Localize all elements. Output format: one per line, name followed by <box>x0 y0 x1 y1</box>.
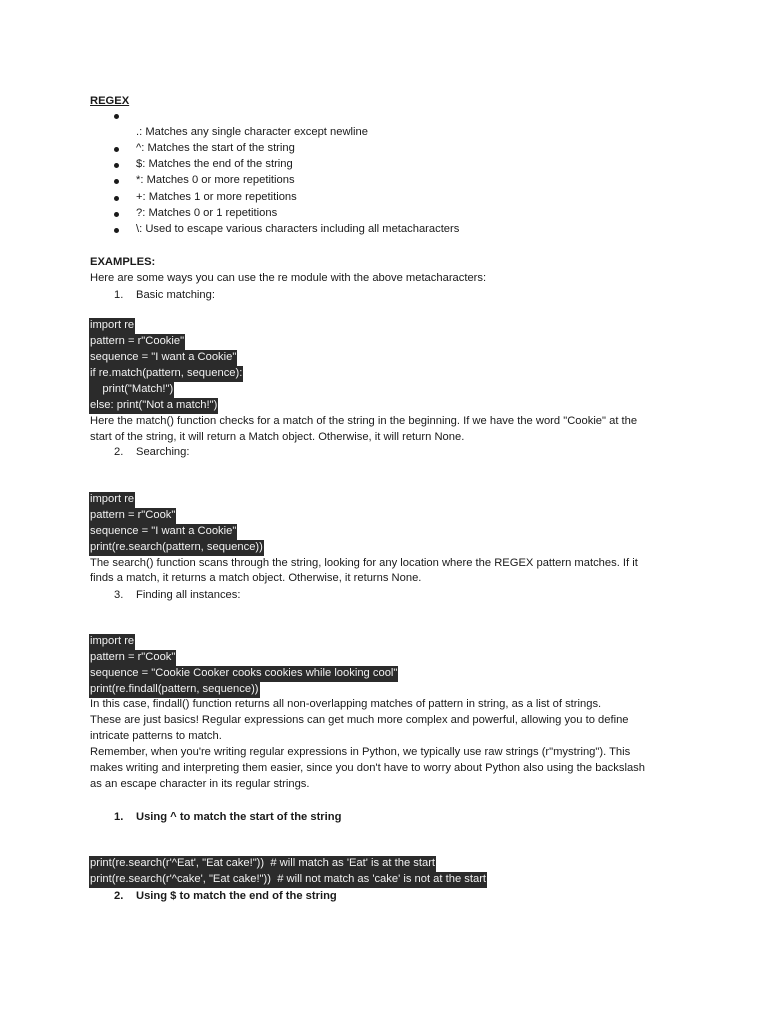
code-line: print("Match!") <box>89 382 174 398</box>
bullet-item: ^: Matches the start of the string <box>136 142 295 154</box>
examples-heading: EXAMPLES: <box>90 256 156 268</box>
code-line: pattern = r"Cook" <box>89 508 176 524</box>
code-line: pattern = r"Cook" <box>89 650 176 666</box>
explanation-text: makes writing and interpreting them easier, since you don't have to worry about Python also using the backslash <box>90 762 645 774</box>
bullet-item: $: Matches the end of the string <box>136 158 293 170</box>
bullet-dot <box>114 212 119 217</box>
bullet-item: \: Used to escape various characters including all metacharacters <box>136 223 460 235</box>
explanation-text: Here the match() function checks for a match of the string in the beginning. If we have the word "Cookie" at the <box>90 415 638 427</box>
section-number: 1. <box>114 811 124 823</box>
explanation-text: start of the string, it will return a Match object. Otherwise, it will return None. <box>90 431 465 443</box>
code-line: sequence = "Cookie Cooker cooks cookies while looking cool" <box>89 666 398 682</box>
code-line: if re.match(pattern, sequence): <box>89 366 243 382</box>
code-line: else: print("Not a match!") <box>89 398 218 414</box>
bullet-dot <box>114 114 119 119</box>
code-line: sequence = "I want a Cookie" <box>89 350 237 366</box>
section-number: 3. <box>114 589 124 601</box>
code-line: print(re.findall(pattern, sequence)) <box>89 682 260 698</box>
bullet-dot <box>114 163 119 168</box>
section-number: 2. <box>114 890 124 902</box>
section-label: Finding all instances: <box>136 589 241 601</box>
bullet-dot <box>114 179 119 184</box>
bullet-dot <box>114 147 119 152</box>
code-line: print(re.search(pattern, sequence)) <box>89 540 264 556</box>
code-line: sequence = "I want a Cookie" <box>89 524 237 540</box>
code-line: import re <box>89 492 135 508</box>
explanation-text: These are just basics! Regular expressions can get much more complex and powerful, allowing you to define <box>90 714 629 726</box>
code-line: print(re.search(r'^cake', "Eat cake!")) # will not match as 'cake' is not at the start <box>89 872 487 888</box>
examples-intro: Here are some ways you can use the re module with the above metacharacters: <box>90 272 487 284</box>
bullet-dot <box>114 196 119 201</box>
bullet-item: +: Matches 1 or more repetitions <box>136 191 297 203</box>
section-label: Searching: <box>136 446 190 458</box>
page-title: REGEX <box>90 95 130 107</box>
bullet-dot <box>114 228 119 233</box>
section-number: 1. <box>114 289 124 301</box>
explanation-text: The search() function scans through the string, looking for any location where the REGEX pattern matches. If it <box>90 557 638 569</box>
explanation-text: finds a match, it returns a match object. Otherwise, it returns None. <box>90 572 422 584</box>
explanation-text: intricate patterns to match. <box>90 730 222 742</box>
code-line: print(re.search(r'^Eat', "Eat cake!")) # will match as 'Eat' is at the start <box>89 856 436 872</box>
explanation-text: Remember, when you're writing regular expressions in Python, we typically use raw strings (r"mystring"). This <box>90 746 631 758</box>
section-number: 2. <box>114 446 124 458</box>
code-line: pattern = r"Cookie" <box>89 334 185 350</box>
section-label: Basic matching: <box>136 289 215 301</box>
explanation-text: In this case, findall() function returns all non-overlapping matches of pattern in string, as a list of strings. <box>90 698 602 710</box>
section-heading: Using ^ to match the start of the string <box>136 811 342 823</box>
bullet-item: *: Matches 0 or more repetitions <box>136 174 295 186</box>
code-line: import re <box>89 634 135 650</box>
code-line: import re <box>89 318 135 334</box>
bullet-item: ?: Matches 0 or 1 repetitions <box>136 207 278 219</box>
section-heading: Using $ to match the end of the string <box>136 890 337 902</box>
bullet-item: .: Matches any single character except newline <box>136 126 368 138</box>
explanation-text: as an escape character in its regular strings. <box>90 778 310 790</box>
